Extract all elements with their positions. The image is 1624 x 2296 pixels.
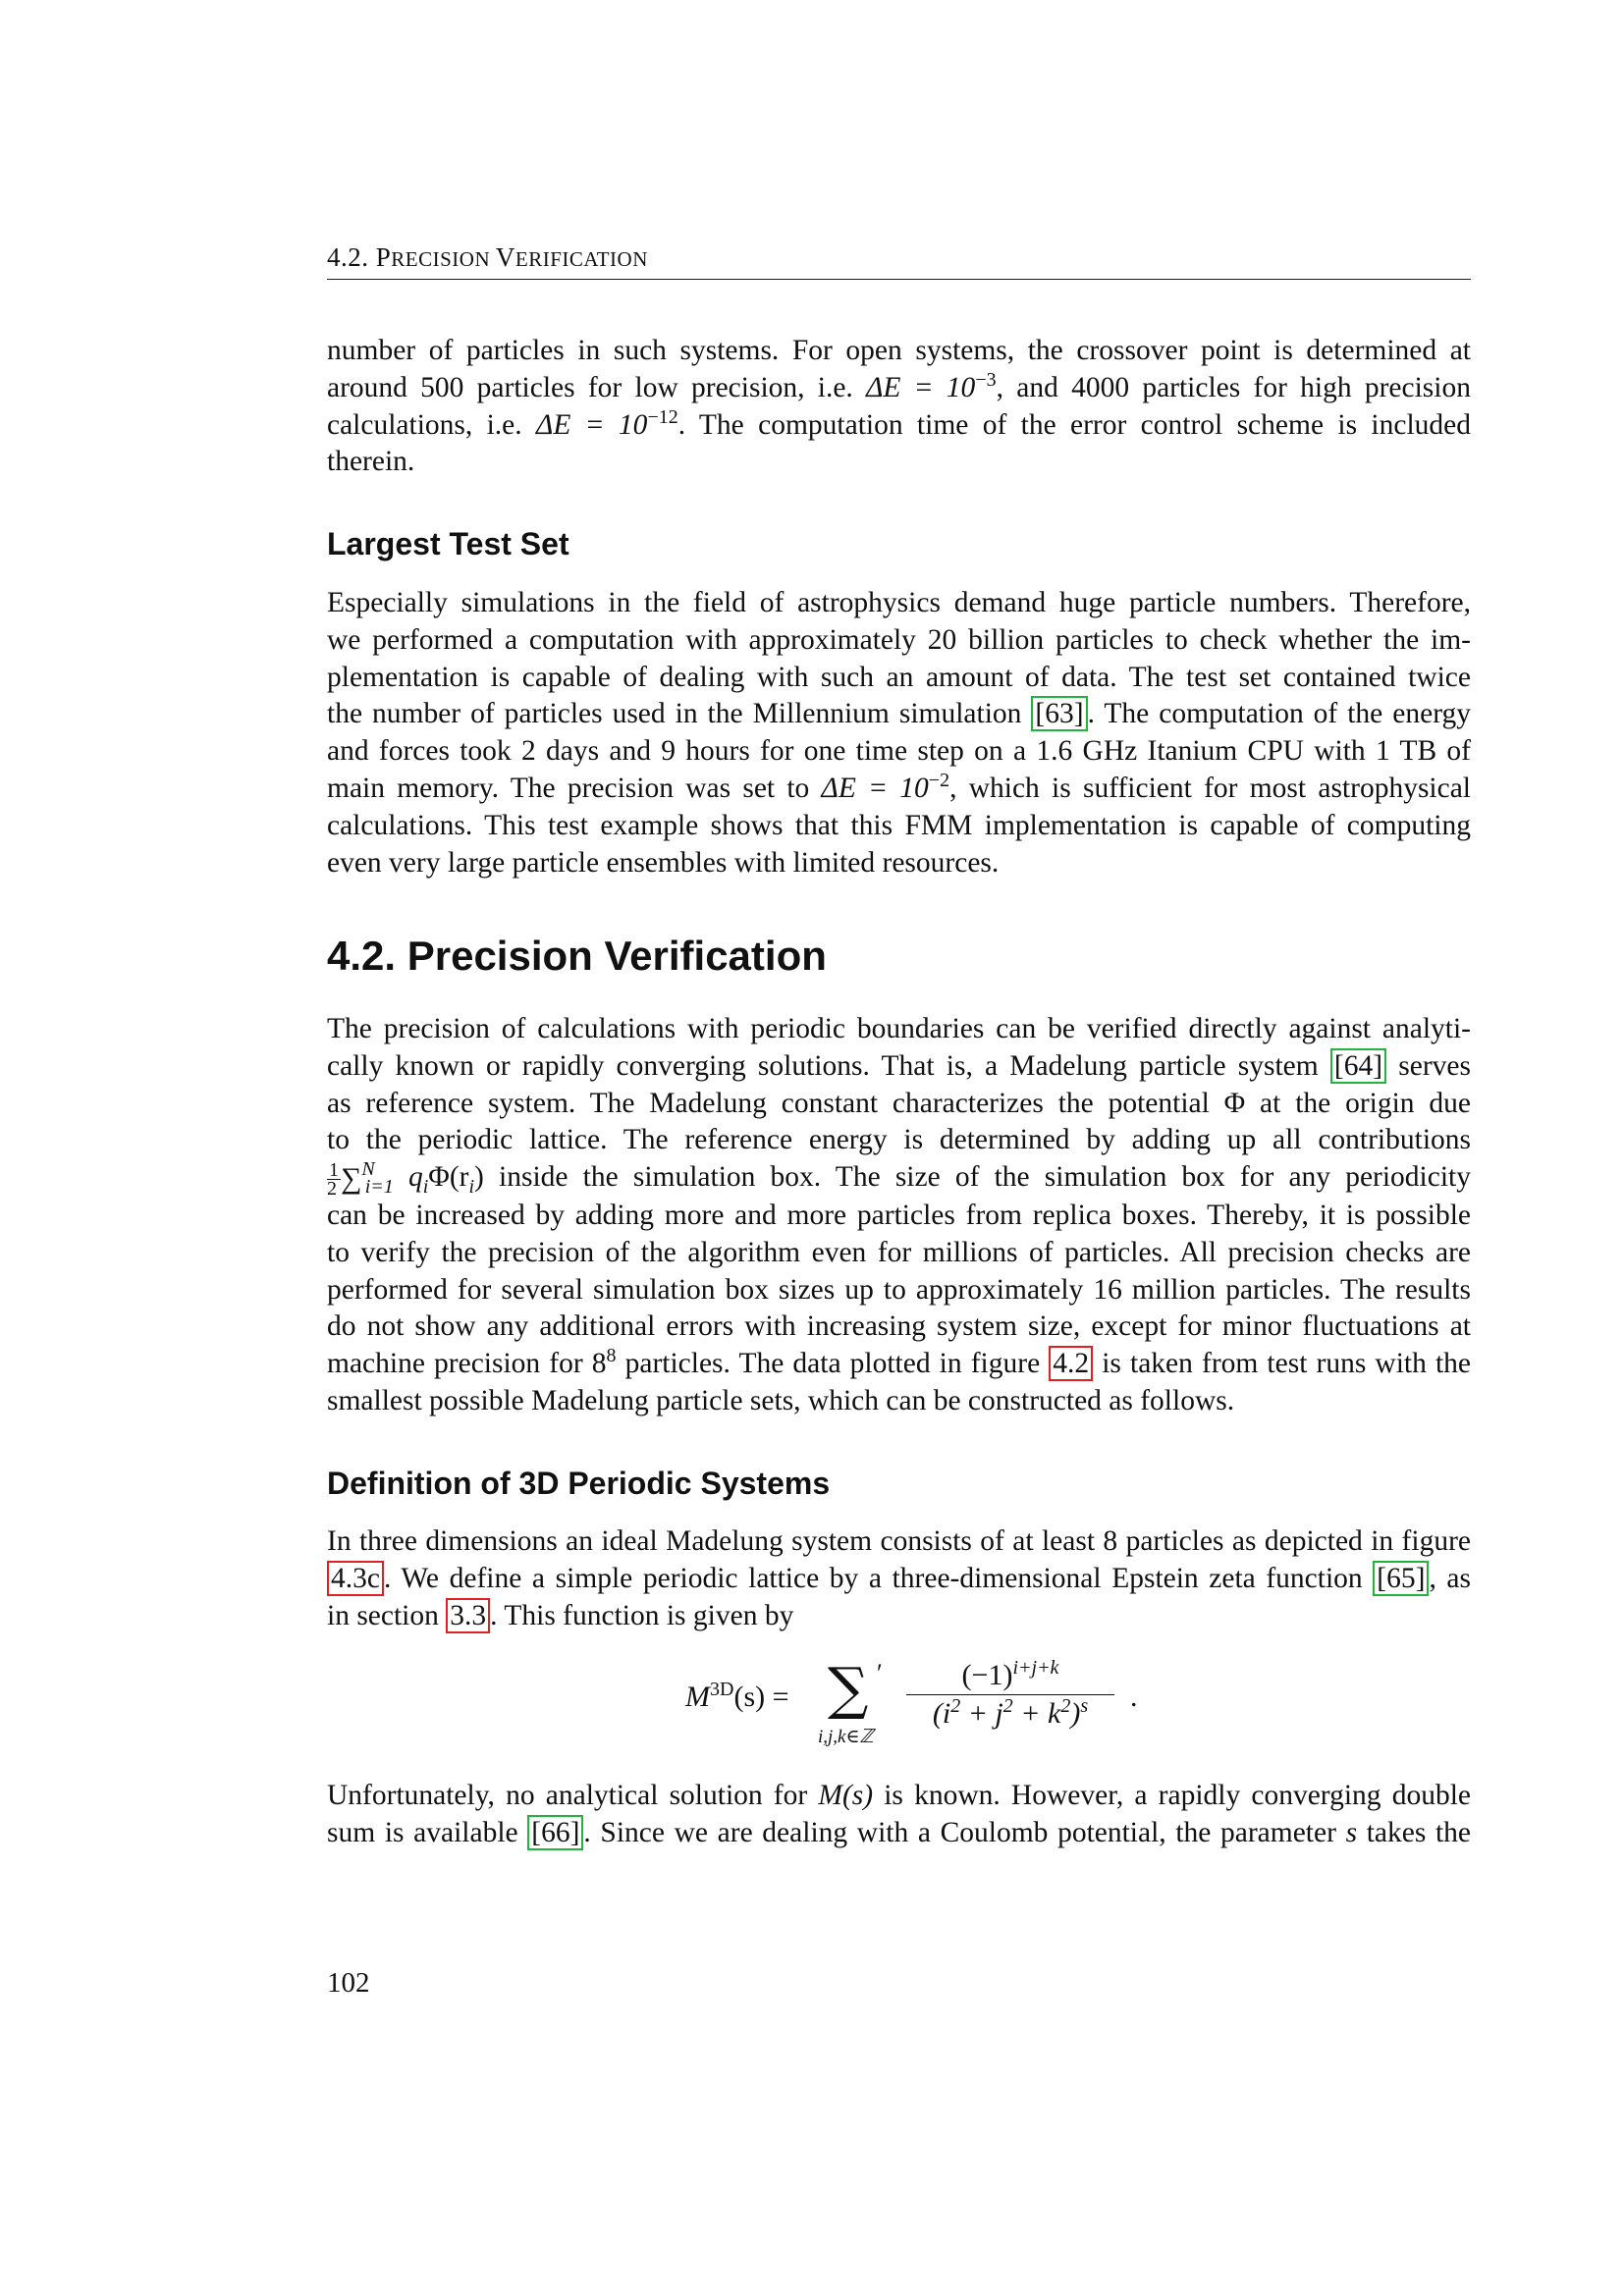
line [327,1159,1471,1198]
running-head-number: 4.2. [327,242,369,272]
line [327,370,1471,407]
equation-period: . [1130,1681,1138,1713]
text: . This function is given by [490,1599,794,1631]
line: to the periodic lattice. The reference energy is determined by adding up all contributions [327,1124,1471,1156]
text: , which is sufficient for most astrophysical [949,772,1472,804]
line [327,1778,1471,1815]
text: . Since we are dealing with a Coulomb potential, the parameter [583,1816,1346,1848]
math-sup: 2 [1002,1695,1013,1717]
paragraph-intro [327,333,1471,481]
fraction-denominator: 2 [327,1177,337,1200]
line [327,771,1471,808]
line: therein. [327,446,415,478]
line: smallest possible Madelung particle sets, which can be constructed as follows. [327,1384,1235,1416]
math-sup: −3 [975,368,997,391]
sum-symbol: ∑ [341,1162,362,1196]
citation-66[interactable]: [66] [527,1815,583,1850]
math: ΔE = 10 [866,371,976,403]
sum-index: i,j,k∈ℤ [818,1727,874,1747]
running-head-title-p: P [375,242,392,272]
text: cally known or rapidly converging solutions. That is, a Madelung particle system [327,1049,1330,1082]
math: q [407,1161,423,1194]
figure-ref-4-3c[interactable]: 4.3c [327,1561,384,1596]
math: (s) = [733,1681,789,1713]
section-heading-precision-verification: 4.2. Precision Verification [327,933,827,979]
fraction-numerator [906,1659,1114,1695]
math: Φ(r [428,1161,469,1194]
text: . The computation of the energy [1087,698,1471,730]
prime-mark: ′ [877,1659,883,1687]
line: calculations. This test example shows that this FMM implementation is capable of computing [327,809,1471,841]
figure-ref-4-2[interactable]: 4.2 [1049,1346,1093,1381]
text: serves [1386,1049,1471,1082]
text: , and 4000 particles for high precision [996,371,1471,403]
line: performed for several simulation box sizes up to approximately 16 million particles. The results [327,1273,1471,1306]
line: even very large particle ensembles with limited resources. [327,846,1000,879]
fraction-denominator [906,1695,1114,1731]
math-sup: 3D [710,1679,734,1700]
running-head-title-v: V [495,242,515,272]
math-sup: −12 [647,405,678,428]
text: particles. The data plotted in figure [616,1348,1050,1380]
fraction-numerator: 1 [329,1158,339,1181]
line [327,1815,1471,1852]
line [327,1048,1471,1086]
math: ) [474,1161,484,1194]
line: can be increased by adding more and more particles from replica boxes. Thereby, it is possible [327,1199,1471,1231]
math-sup: −2 [928,770,950,792]
running-head [327,242,1471,280]
math: (i [932,1697,951,1730]
text: in section [327,1599,447,1631]
sum-lower: i=1 [364,1176,394,1199]
text: main memory. The precision was set to [327,772,822,804]
paragraph-precision [327,1011,1471,1420]
math: ΔE = 10 [536,408,648,441]
math-sub: i [468,1176,475,1199]
line: The precision of calculations with periodic boundaries can be verified directly against analyti- [327,1013,1471,1044]
line: do not show any additional errors with increasing system size, except for minor fluctuations at [327,1310,1471,1343]
math-sup: i+j+k [1012,1657,1059,1679]
line: as reference system. The Madelung constant characterizes the potential Φ at the origin due [327,1087,1471,1119]
equation-epstein-zeta [327,1655,1471,1757]
text: is taken from test runs with the [1093,1348,1471,1380]
text: . We define a simple periodic lattice by a three-dimensional Epstein zeta function [383,1562,1374,1594]
math: M [685,1681,710,1713]
running-head-title-rest1: RECISION [391,247,496,271]
page-number: 102 [327,1967,370,1999]
citation-65[interactable]: [65] [1373,1561,1429,1596]
line: plementation is capable of dealing with such an amount of data. The test set contained twice [327,661,1471,693]
section-ref-3-3[interactable]: 3.3 [446,1598,490,1633]
citation-63[interactable]: [63] [1031,696,1087,731]
line [327,1598,1471,1635]
sum-symbol: ∑ [828,1655,869,1722]
heading-largest-test-set: Largest Test Set [327,526,569,561]
text: sum is available [327,1816,528,1848]
paragraph-definition [327,1523,1471,1634]
text: inside the simulation box. The size of the simulation box for any periodicity [483,1161,1471,1194]
citation-64[interactable]: [64] [1330,1048,1386,1084]
math: + k [1012,1697,1061,1730]
text: is known. However, a rapidly converging double [873,1780,1471,1811]
line [327,407,1471,445]
line: to verify the precision of the algorithm even for millions of particles. All precision checks are [327,1236,1471,1268]
text: . The computation time of the error control scheme is included [677,408,1471,441]
equation-fraction [906,1659,1114,1731]
text: the number of particles used in the Millennium simulation [327,698,1032,730]
math-sub: i [422,1176,429,1199]
math-sup: s [1080,1695,1089,1717]
line: number of particles in such systems. For open systems, the crossover point is determined at [327,335,1471,366]
line: we performed a computation with approximately 20 billion particles to check whether the im- [327,623,1471,656]
math-sup: 2 [950,1695,961,1717]
fraction-one-half [327,1158,341,1200]
math: (−1) [961,1659,1013,1691]
running-head-title-rest2: ERIFICATION [514,247,648,271]
paragraph-madelung-solution [327,1778,1471,1852]
line: Especially simulations in the field of astrophysics demand huge particle numbers. Therefore, [327,587,1471,618]
line [327,1346,1471,1383]
line: and forces took 2 days and 9 hours for one time step on a 1.6 GHz Itanium CPU with 1 TB of [327,735,1471,768]
math: s [1345,1816,1358,1848]
text: , as [1429,1562,1471,1594]
math: M(s) [818,1780,874,1811]
math-sup: 8 [606,1345,617,1367]
line: In three dimensions an ideal Madelung system consists of at least 8 particles as depicted in figure [327,1525,1471,1557]
paragraph-largest-test-set [327,585,1471,881]
sum-upper: N [361,1158,375,1181]
running-head-title [376,242,648,272]
heading-definition-3d-periodic: Definition of 3D Periodic Systems [327,1466,831,1501]
equation-lhs [685,1681,789,1714]
line [327,696,1471,733]
text: around 500 particles for low precision, i.e. [327,371,867,403]
math: + j [960,1697,1003,1730]
text: Unfortunately, no analytical solution for [327,1780,819,1811]
line [327,1561,1471,1598]
math: ) [1070,1697,1081,1730]
math-sup: 2 [1060,1695,1071,1717]
text: calculations, i.e. [327,408,536,441]
text: takes the [1357,1816,1471,1848]
text: machine precision for 8 [327,1348,607,1380]
math: ΔE = 10 [821,772,929,804]
